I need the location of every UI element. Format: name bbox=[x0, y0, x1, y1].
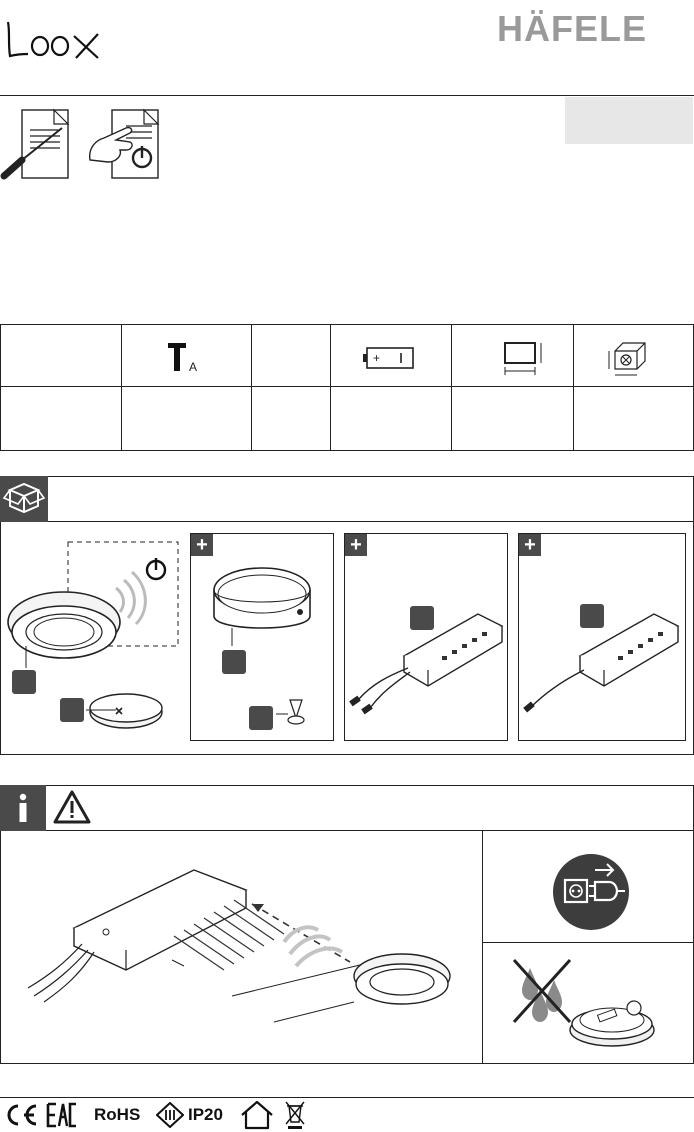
spec-table bbox=[0, 324, 694, 451]
footer-divider bbox=[0, 1097, 694, 1098]
protection-class-iii-icon bbox=[156, 1102, 184, 1128]
no-water-illustration bbox=[500, 950, 686, 1058]
svg-text:A: A bbox=[189, 360, 198, 373]
hand-power-document-icon bbox=[86, 108, 166, 180]
header-divider bbox=[0, 95, 694, 96]
unplug-power-icon bbox=[551, 852, 631, 932]
range-illustration bbox=[24, 846, 464, 1046]
info-icon bbox=[0, 785, 46, 831]
dimensions-rect-icon bbox=[499, 339, 547, 379]
loox-logo bbox=[4, 12, 104, 64]
item-badge bbox=[249, 706, 273, 730]
screwdriver-document-icon bbox=[0, 108, 72, 180]
eac-mark-icon bbox=[46, 1102, 78, 1128]
battery-icon bbox=[361, 345, 417, 371]
plus-icon: + bbox=[519, 534, 541, 556]
gray-label-box bbox=[565, 97, 693, 144]
plus-icon: + bbox=[191, 534, 213, 556]
item-badge bbox=[580, 604, 604, 628]
temperature-ambient-icon bbox=[166, 341, 206, 373]
item-badge bbox=[410, 606, 434, 630]
indoor-use-house-icon bbox=[240, 1100, 274, 1130]
item-badge bbox=[12, 670, 36, 694]
warning-triangle-icon bbox=[52, 789, 92, 825]
plus-icon: + bbox=[345, 534, 367, 556]
ip20-mark: IP20 bbox=[188, 1105, 223, 1124]
svg-text:+: + bbox=[373, 351, 381, 365]
light-and-battery-illustration bbox=[4, 536, 188, 746]
item-badge bbox=[222, 650, 246, 674]
rohs-mark: RoHS bbox=[94, 1105, 141, 1124]
package-contents-icon bbox=[0, 476, 48, 522]
weee-bin-icon bbox=[284, 1100, 306, 1130]
dimensions-box-icon bbox=[605, 339, 655, 379]
hafele-logo: HÄFELE bbox=[497, 8, 647, 49]
ce-mark-icon bbox=[2, 1103, 40, 1127]
item-badge bbox=[60, 698, 84, 722]
